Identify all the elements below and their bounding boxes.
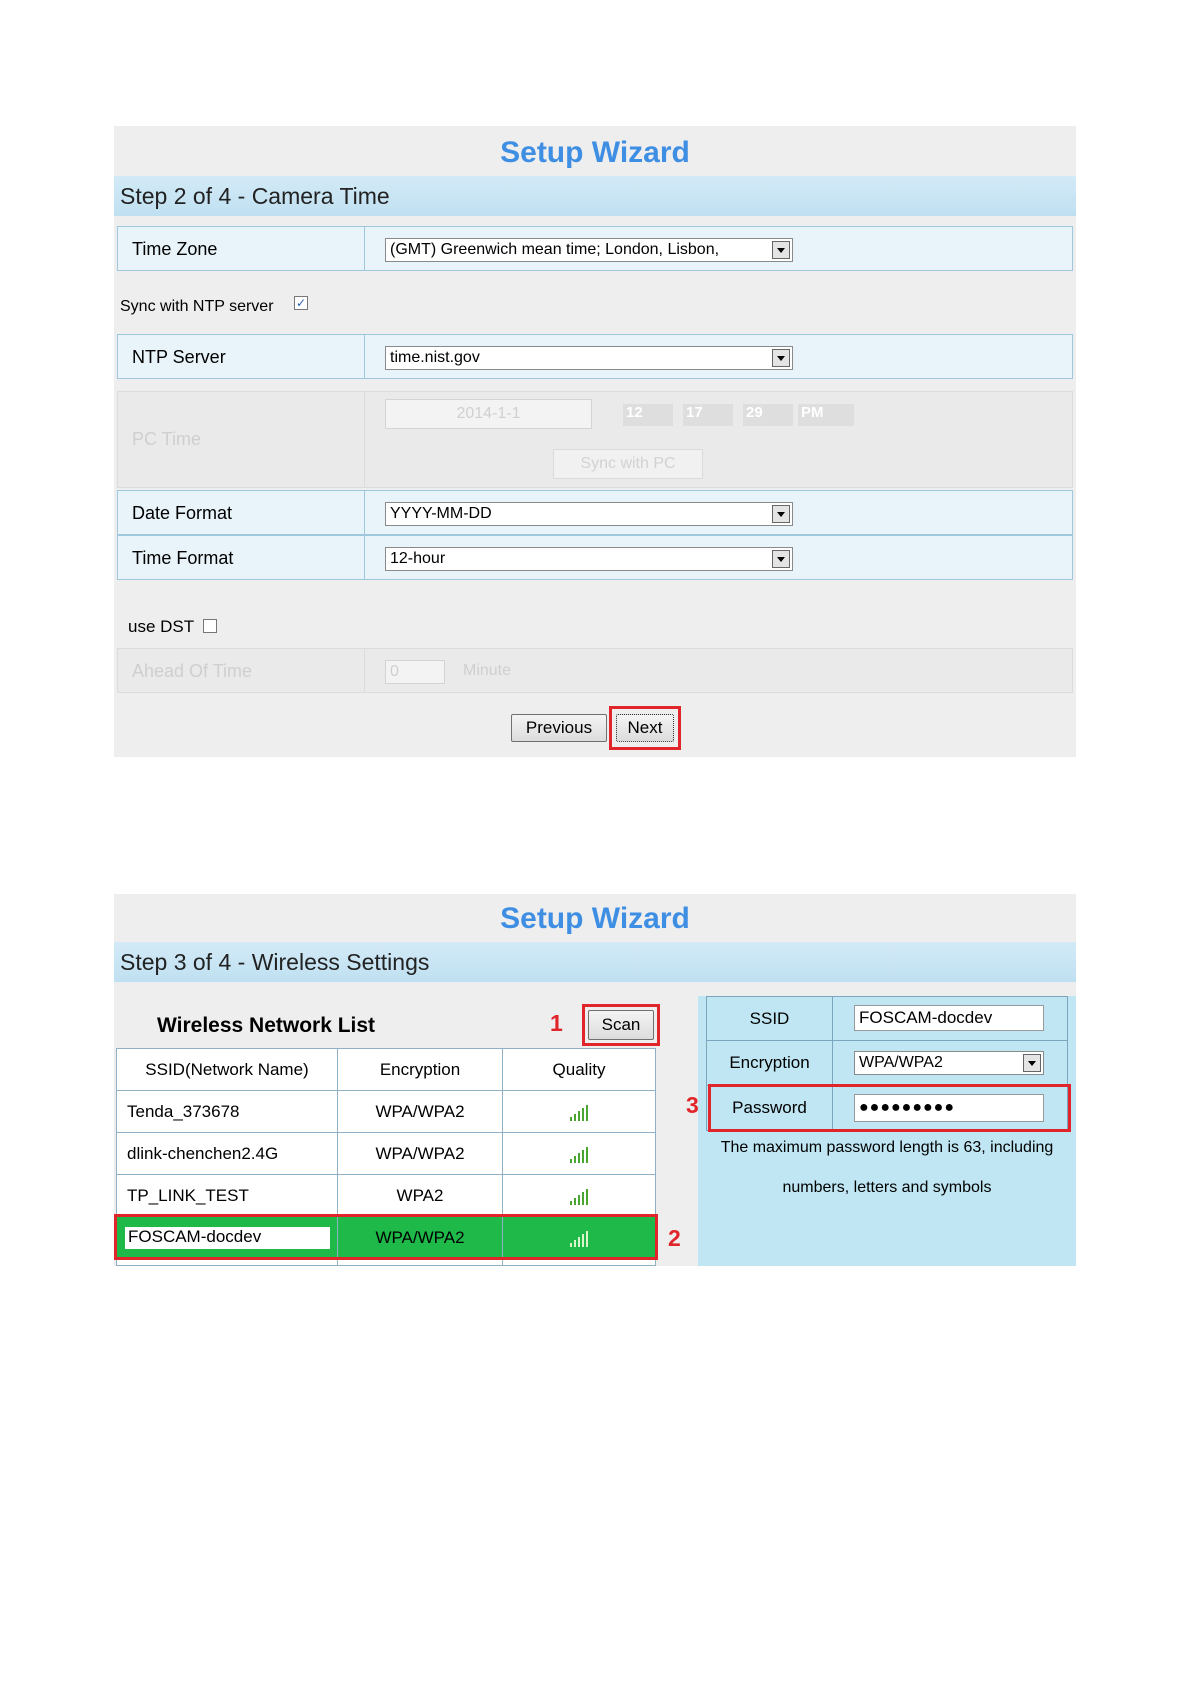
row-divider [364, 536, 365, 579]
ssid-row [706, 996, 1068, 1041]
signal-strength-icon [570, 1189, 588, 1205]
use-dst-checkbox[interactable] [203, 619, 217, 633]
column-header-ssid: SSID(Network Name) [145, 1060, 309, 1079]
row-divider [364, 227, 365, 270]
ahead-of-time-row [117, 648, 1073, 693]
minute-unit-label: Minute [463, 662, 512, 679]
callout-2: 2 [668, 1225, 681, 1251]
pc-minute-value: 17 [686, 404, 703, 421]
callout-3: 3 [686, 1092, 699, 1118]
step-header: Step 3 of 4 - Wireless Settings [114, 942, 1076, 982]
time-format-label: Time Format [132, 548, 234, 568]
time-format-value: 12-hour [390, 550, 446, 567]
ssid-label: SSID [749, 1009, 790, 1028]
chevron-down-icon[interactable] [772, 550, 790, 568]
checkmark-icon: ✓ [295, 296, 307, 310]
time-zone-select[interactable] [385, 238, 793, 262]
time-format-row [117, 535, 1073, 580]
network-encryption: WPA2 [396, 1186, 444, 1205]
signal-strength-icon [570, 1105, 588, 1121]
pc-date-value: 2014-1-1 [456, 405, 521, 422]
ahead-of-time-label: Ahead Of Time [132, 661, 253, 681]
next-button[interactable]: Next [616, 714, 674, 742]
password-hint-line-1: The maximum password length is 63, including [720, 1139, 1054, 1156]
time-zone-value: (GMT) Greenwich mean time; London, Lisbon, [390, 241, 720, 258]
network-ssid: dlink-chenchen2.4G [127, 1144, 279, 1163]
sync-ntp-checkbox[interactable] [294, 296, 308, 310]
time-zone-label: Time Zone [132, 239, 218, 259]
date-format-label: Date Format [132, 503, 233, 523]
row-divider [364, 392, 365, 487]
pc-minute-select [683, 404, 733, 426]
ntp-server-row [117, 334, 1073, 379]
previous-button[interactable]: Previous [511, 714, 607, 742]
table-row[interactable] [117, 1133, 655, 1175]
pc-time-label: PC Time [132, 429, 202, 449]
encryption-value: WPA/WPA2 [859, 1054, 943, 1071]
column-header-quality: Quality [552, 1060, 606, 1079]
network-ssid: TP_LINK_TEST [127, 1186, 249, 1205]
table-row[interactable] [117, 1091, 655, 1133]
column-header-encryption: Encryption [379, 1060, 461, 1079]
pc-second-select [743, 404, 793, 426]
use-dst-option [128, 617, 194, 637]
ahead-of-time-select [385, 660, 445, 684]
ntp-server-label: NTP Server [132, 347, 226, 367]
encryption-label: Encryption [729, 1053, 810, 1072]
network-encryption: WPA/WPA2 [375, 1102, 465, 1121]
setup-wizard-camera-time-panel [114, 126, 1076, 757]
network-ssid: FOSCAM-docdev [125, 1227, 330, 1249]
date-format-select[interactable] [385, 502, 793, 526]
sync-with-pc-button [553, 449, 703, 479]
date-format-value: YYYY-MM-DD [390, 505, 492, 522]
sync-ntp-option [120, 298, 274, 316]
sync-with-pc-label: Sync with PC [580, 455, 676, 472]
chevron-down-icon[interactable] [772, 505, 790, 523]
use-dst-label: use DST [128, 617, 195, 636]
setup-wizard-wireless-panel [114, 894, 1076, 1266]
network-ssid: Tenda_373678 [127, 1102, 240, 1121]
time-format-select[interactable] [385, 547, 793, 571]
wireless-list-title: Wireless Network List [157, 1014, 376, 1037]
date-format-row [117, 490, 1073, 535]
pc-date-field [385, 399, 592, 429]
row-divider [832, 1041, 833, 1085]
ahead-of-time-value: 0 [390, 663, 399, 680]
time-zone-row [117, 226, 1073, 271]
encryption-row [706, 1041, 1068, 1086]
encryption-select[interactable] [854, 1051, 1044, 1075]
ntp-server-select[interactable] [385, 346, 793, 370]
callout-1: 1 [550, 1010, 563, 1036]
pc-ampm-value: PM [801, 404, 824, 421]
wizard-title: Setup Wizard [500, 136, 690, 169]
row-divider [364, 491, 365, 534]
signal-strength-icon [570, 1147, 588, 1163]
password-label: Password [732, 1098, 807, 1117]
sync-ntp-label: Sync with NTP server [120, 298, 274, 315]
ntp-server-value: time.nist.gov [390, 349, 480, 366]
step-header: Step 2 of 4 - Camera Time [114, 176, 1076, 216]
scan-button[interactable]: Scan [588, 1010, 654, 1040]
row-divider [364, 335, 365, 378]
wizard-title: Setup Wizard [500, 902, 690, 935]
ssid-input[interactable]: FOSCAM-docdev [854, 1005, 1044, 1031]
pc-time-row [117, 391, 1073, 488]
pc-second-value: 29 [746, 404, 763, 421]
pc-hour-select [623, 404, 673, 426]
table-row[interactable] [117, 1175, 655, 1217]
password-hint-line-2: numbers, letters and symbols [782, 1179, 992, 1196]
password-highlight [708, 1084, 1071, 1132]
row-divider [364, 649, 365, 692]
table-header-row [117, 1049, 655, 1091]
chevron-down-icon[interactable] [1023, 1054, 1041, 1072]
network-encryption: WPA/WPA2 [375, 1228, 465, 1247]
chevron-down-icon[interactable] [772, 349, 790, 367]
row-divider [832, 997, 833, 1040]
network-encryption: WPA/WPA2 [375, 1144, 465, 1163]
selected-network-highlight [114, 1214, 658, 1260]
pc-ampm-select [798, 404, 854, 426]
password-input[interactable]: ●●●●●●●●● [854, 1094, 1044, 1122]
chevron-down-icon[interactable] [772, 241, 790, 259]
pc-hour-value: 12 [626, 404, 643, 421]
